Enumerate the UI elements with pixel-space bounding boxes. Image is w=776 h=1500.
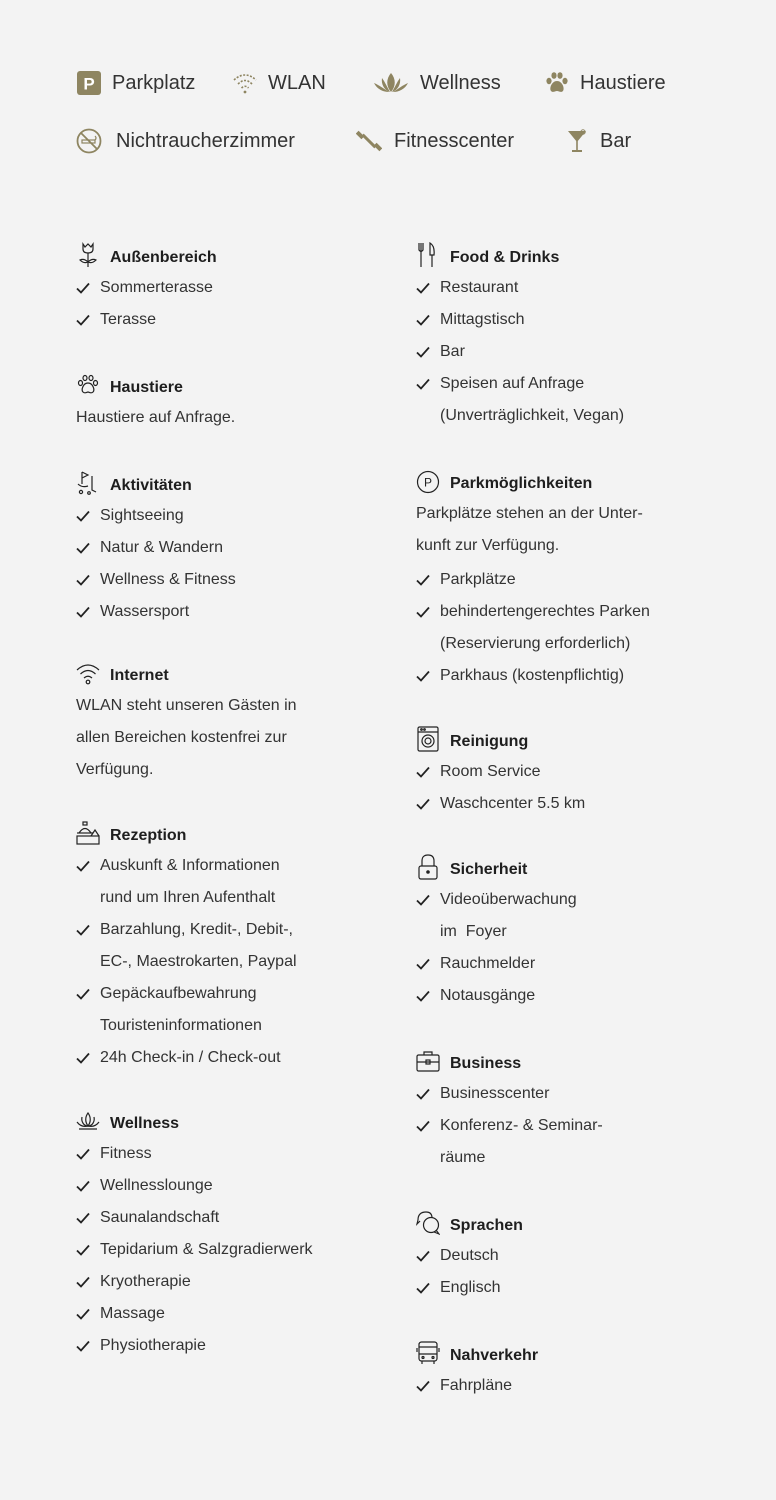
check-icon: [76, 564, 100, 596]
list-item: Parkhaus (kostenpflichtig): [416, 660, 716, 692]
list-item: Parkplätze: [416, 564, 716, 596]
amenity-pets: [544, 70, 666, 96]
list-item: Saunalandschaft: [76, 1202, 376, 1234]
list-item: Natur & Wandern: [76, 532, 376, 564]
section-wellness: [76, 1102, 376, 1362]
amenity-wifi: [232, 70, 372, 96]
list-item: Notausgänge: [416, 980, 716, 1012]
check-icon: [76, 1298, 100, 1330]
check-icon: [416, 1370, 440, 1402]
section-parken: [416, 462, 716, 692]
check-icon: [416, 272, 440, 304]
section-title: Nahverkehr: [450, 1347, 539, 1364]
list-item: Wassersport: [76, 596, 376, 628]
check-icon: [76, 1138, 100, 1170]
list-item: Bar: [416, 336, 716, 368]
section-title: Rezeption: [110, 827, 187, 844]
check-icon: [76, 1266, 100, 1298]
amenity-highlights: [76, 64, 716, 160]
check-icon: [416, 1240, 440, 1272]
list-item: Konferenz- & Seminar- räume: [416, 1110, 716, 1174]
section-sprachen: [416, 1204, 716, 1304]
section-title: Sicherheit: [450, 861, 528, 878]
list-item: Fitness: [76, 1138, 376, 1170]
section-internet: [76, 654, 376, 786]
check-icon: [416, 756, 440, 788]
check-icon: [416, 596, 440, 628]
cocktail-icon: [564, 128, 590, 154]
section-header: [416, 236, 716, 268]
washing-machine-icon: [416, 724, 442, 752]
section-title: Reinigung: [450, 733, 529, 750]
lotus-icon: [76, 1106, 102, 1134]
lock-icon: [416, 852, 442, 880]
section-sicherheit: [416, 848, 716, 1012]
section-haustiere: [76, 366, 376, 434]
list-item: Restaurant: [416, 272, 716, 304]
food-list: [416, 272, 716, 432]
amenity-row: [76, 64, 716, 102]
section-header: [416, 1334, 716, 1366]
section-header: [76, 814, 376, 846]
bus-icon: [416, 1338, 442, 1366]
section-header: [416, 1042, 716, 1074]
list-item: Wellness & Fitness: [76, 564, 376, 596]
svg-text:P: P: [83, 74, 95, 94]
section-title: Haustiere: [110, 379, 183, 396]
list-item: Waschcenter 5.5 km: [416, 788, 716, 820]
briefcase-icon: [416, 1046, 442, 1074]
sicherheit-list: [416, 884, 716, 1012]
section-header: [76, 366, 376, 398]
check-icon: [416, 884, 440, 916]
list-item: Sightseeing: [76, 500, 376, 532]
list-item: Sommerterasse: [76, 272, 376, 304]
parking-icon: [76, 70, 102, 96]
aktivitaeten-list: [76, 500, 376, 628]
paw-icon: [76, 370, 102, 398]
section-rezeption: [76, 814, 376, 1074]
internet-text: Verfügung.: [76, 761, 154, 778]
list-item: Terasse: [76, 304, 376, 336]
haustiere-text: Haustiere auf Anfrage.: [76, 409, 236, 426]
section-header: [416, 1204, 716, 1236]
section-header: [416, 462, 716, 494]
section-title: Aktivitäten: [110, 477, 192, 494]
golf-icon: [76, 468, 102, 496]
list-item: Gepäckaufbewahrung Touristeninformationen: [76, 978, 376, 1042]
amenity-bar: [564, 128, 631, 154]
section-header: [76, 654, 376, 686]
check-icon: [416, 948, 440, 980]
svg-text:P: P: [423, 475, 433, 490]
amenity-fitness: [356, 128, 564, 154]
list-item: Mittagstisch: [416, 304, 716, 336]
parken-text: kunft zur Verfügung.: [416, 537, 560, 554]
paw-icon: [544, 70, 570, 96]
check-icon: [416, 1110, 440, 1142]
amenity-label: Parkplatz: [112, 71, 196, 94]
list-item: Kryotherapie: [76, 1266, 376, 1298]
internet-text: WLAN steht unseren Gästen in: [76, 697, 297, 714]
no-smoking-icon: [76, 128, 102, 154]
check-icon: [76, 304, 100, 336]
list-item: Wellnesslounge: [76, 1170, 376, 1202]
check-icon: [416, 336, 440, 368]
check-icon: [76, 1234, 100, 1266]
section-aktivitaeten: [76, 464, 376, 628]
speech-bubbles-icon: [416, 1208, 442, 1236]
check-icon: [76, 914, 100, 946]
list-item: Physiotherapie: [76, 1330, 376, 1362]
nahverkehr-list: [416, 1370, 716, 1402]
check-icon: [76, 500, 100, 532]
amenity-parking: [76, 70, 232, 96]
amenity-wellness: [372, 70, 544, 96]
business-list: [416, 1078, 716, 1174]
amenity-label: Bar: [600, 129, 632, 152]
list-item: Tepidarium & Salzgradierwerk: [76, 1234, 376, 1266]
check-icon: [416, 1078, 440, 1110]
list-item: Deutsch: [416, 1240, 716, 1272]
check-icon: [416, 304, 440, 336]
list-item: Englisch: [416, 1272, 716, 1304]
wellness-list: [76, 1138, 376, 1362]
check-icon: [76, 1170, 100, 1202]
section-header: [76, 1102, 376, 1134]
parken-text: Parkplätze stehen an der Unter-: [416, 505, 643, 522]
check-icon: [76, 1042, 100, 1074]
rezeption-list: [76, 850, 376, 1074]
list-item: behindertengerechtes Parken (Reservierung erforderlich): [416, 596, 716, 660]
wifi-icon: [76, 658, 102, 686]
amenity-non-smoking: [76, 128, 356, 154]
list-item: Room Service: [416, 756, 716, 788]
check-icon: [76, 596, 100, 628]
section-title: Außenbereich: [110, 249, 217, 266]
section-reinigung: [416, 720, 716, 820]
section-header: [416, 848, 716, 880]
list-item: Rauchmelder: [416, 948, 716, 980]
aussenbereich-list: [76, 272, 376, 336]
internet-text: allen Bereichen kostenfrei zur: [76, 729, 287, 746]
amenity-label: WLAN: [268, 71, 326, 94]
section-header: [76, 464, 376, 496]
check-icon: [76, 978, 100, 1010]
check-icon: [76, 1202, 100, 1234]
section-business: [416, 1042, 716, 1174]
section-food-drinks: [416, 236, 716, 432]
list-item: Businesscenter: [416, 1078, 716, 1110]
amenity-label: Wellness: [420, 71, 501, 94]
amenity-label: Nichtraucherzimmer: [116, 129, 295, 152]
right-column: [416, 236, 716, 1402]
amenity-label: Haustiere: [580, 71, 666, 94]
check-icon: [76, 850, 100, 882]
list-item: Fahrpläne: [416, 1370, 716, 1402]
flower-icon: [76, 240, 102, 268]
parking-icon: [416, 466, 442, 494]
amenity-row: [76, 122, 716, 160]
section-title: Internet: [110, 667, 169, 684]
reception-bell-icon: [76, 818, 102, 846]
check-icon: [416, 980, 440, 1012]
check-icon: [416, 368, 440, 400]
list-item: Speisen auf Anfrage (Unverträglichkeit, Vegan): [416, 368, 716, 432]
list-item: 24h Check-in / Check-out: [76, 1042, 376, 1074]
wifi-icon: [232, 70, 258, 96]
reinigung-list: [416, 756, 716, 820]
check-icon: [416, 788, 440, 820]
check-icon: [76, 272, 100, 304]
cutlery-icon: [416, 240, 442, 268]
check-icon: [76, 1330, 100, 1362]
check-icon: [416, 1272, 440, 1304]
section-title: Wellness: [110, 1115, 180, 1132]
section-aussenbereich: [76, 236, 376, 336]
check-icon: [416, 564, 440, 596]
sprachen-list: [416, 1240, 716, 1304]
amenity-label: Fitnesscenter: [394, 129, 515, 152]
section-header: [416, 720, 716, 752]
section-title: Sprachen: [450, 1217, 523, 1234]
section-title: Business: [450, 1055, 522, 1072]
dumbbell-icon: [356, 128, 382, 154]
list-item: Massage: [76, 1298, 376, 1330]
section-title: Food & Drinks: [450, 249, 560, 266]
lotus-icon: [372, 70, 410, 96]
list-item: Videoüberwachung im Foyer: [416, 884, 716, 948]
list-item: Auskunft & Informationen rund um Ihren Aufenthalt: [76, 850, 376, 914]
section-title: Parkmöglichkeiten: [450, 475, 593, 492]
parken-list: [416, 564, 716, 692]
check-icon: [76, 532, 100, 564]
left-column: [76, 236, 376, 1362]
section-nahverkehr: [416, 1334, 716, 1402]
check-icon: [416, 660, 440, 692]
section-header: [76, 236, 376, 268]
list-item: Barzahlung, Kredit-, Debit-, EC-, Maestrokarten, Paypal: [76, 914, 376, 978]
